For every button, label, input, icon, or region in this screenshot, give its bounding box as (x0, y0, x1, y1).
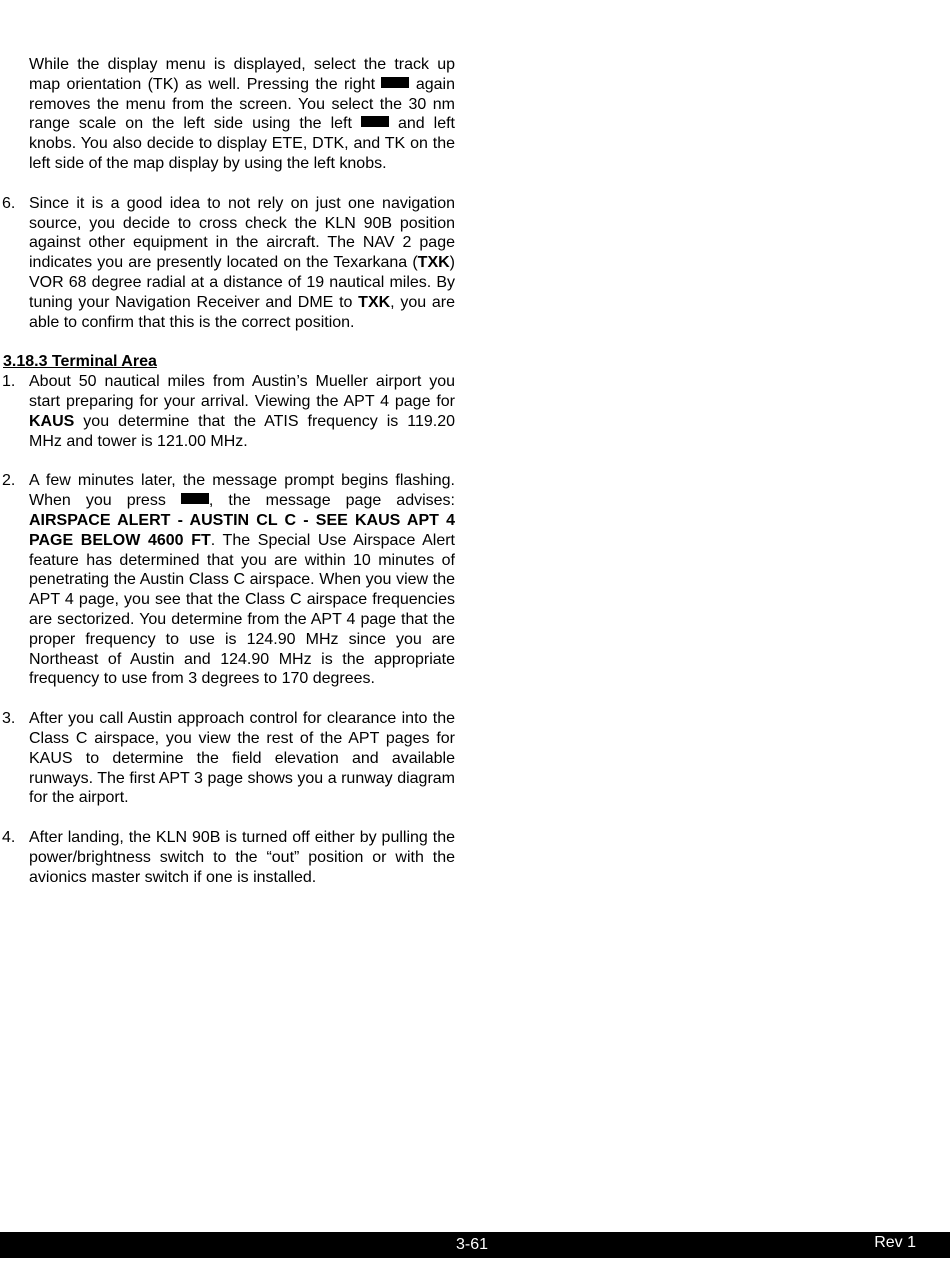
list-item-2 (0, 471, 455, 689)
item-text: After you call Austin approach control for clearance into the Class C airspace, you view the rest of the APT pages for KAUS to determine the field elevation and available runways. The first APT 3 page shows you a runway diagram for the airport. (29, 710, 455, 807)
list-number: 3. (2, 710, 16, 728)
item-text: ) VOR 68 degree radial at a distance of 19 nautical miles. By tuning your Navigation Receiver and DME to (29, 254, 455, 311)
list-number: 2. (2, 472, 16, 490)
intro-paragraph (0, 55, 455, 174)
spacer (0, 689, 455, 709)
item-bold-text: TXK (358, 293, 391, 311)
section-heading: 3.18.3 Terminal Area (3, 353, 157, 371)
item-text: , the message page advises: (208, 492, 455, 510)
item-text: After landing, the KLN 90B is turned off either by pulling the power/brightness switch to the “out” position or with the avionics master switch if one is installed. (29, 829, 455, 886)
item-text: . The Special Use Airspace Alert feature has determined that you are within 10 minutes of penetrating the Austin Class C airspace. When you view the APT 4 page, you see that the Class C airspace frequencies are sectorized. You determine from the APT 4 page that the proper frequency to use is 124.90 MHz since you are Northeast of Austin and 124.90 MHz is the appropriate frequency to use from 3 degrees to 170 degrees. (29, 531, 455, 688)
item-text: , you are able to confirm that this is the correct position. (29, 293, 455, 331)
item-text: Since it is a good idea to not rely on just one navigation source, you decide to cross check the KLN 90B position against other equipment in the aircraft. The NAV 2 page indicates you are presently located on the Texarkana ( (29, 194, 455, 272)
msg-button-key-icon (181, 493, 209, 504)
left-button-key-icon (361, 116, 389, 127)
list-item-3 (0, 709, 455, 808)
page-footer (0, 1232, 950, 1258)
intro-text-3: and left knobs. You also decide to display ETE, DTK, and TK on the left side of the map display by using the left knobs. (29, 115, 455, 172)
revision-label: Rev 1 (874, 1234, 916, 1251)
item-text: A few minutes later, the message prompt begins flashing. When you press (29, 472, 455, 510)
spacer (0, 332, 455, 352)
list-item-1 (0, 372, 455, 451)
item-bold-text: TXK (417, 254, 450, 272)
document-body (0, 55, 455, 887)
item-bold-text: KAUS (29, 412, 75, 430)
right-button-key-icon (381, 77, 409, 88)
item-text: you determine that the ATIS frequency is 119.20 MHz and tower is 121.00 MHz. (29, 412, 455, 450)
page-number: 3-61 (456, 1236, 489, 1253)
item-bold-text: AIRSPACE ALERT - AUSTIN CL C - SEE KAUS APT 4 PAGE BELOW 4600 FT (29, 511, 455, 549)
spacer (0, 451, 455, 471)
list-item-4 (0, 828, 455, 887)
list-number: 4. (2, 829, 16, 847)
list-item-6 (0, 194, 455, 333)
list-number: 6. (2, 194, 16, 212)
list-number: 1. (2, 373, 16, 391)
spacer (0, 808, 455, 828)
spacer (0, 174, 455, 194)
intro-text-1: While the display menu is displayed, select the track up map orientation (TK) as well. Pressing the right (29, 56, 455, 93)
item-text: About 50 nautical miles from Austin’s Mueller airport you start preparing for your arrival. Viewing the APT 4 page for (29, 373, 455, 410)
intro-text-2: again removes the menu from the screen. You select the 30 nm range scale on the left side using the left (29, 75, 456, 133)
